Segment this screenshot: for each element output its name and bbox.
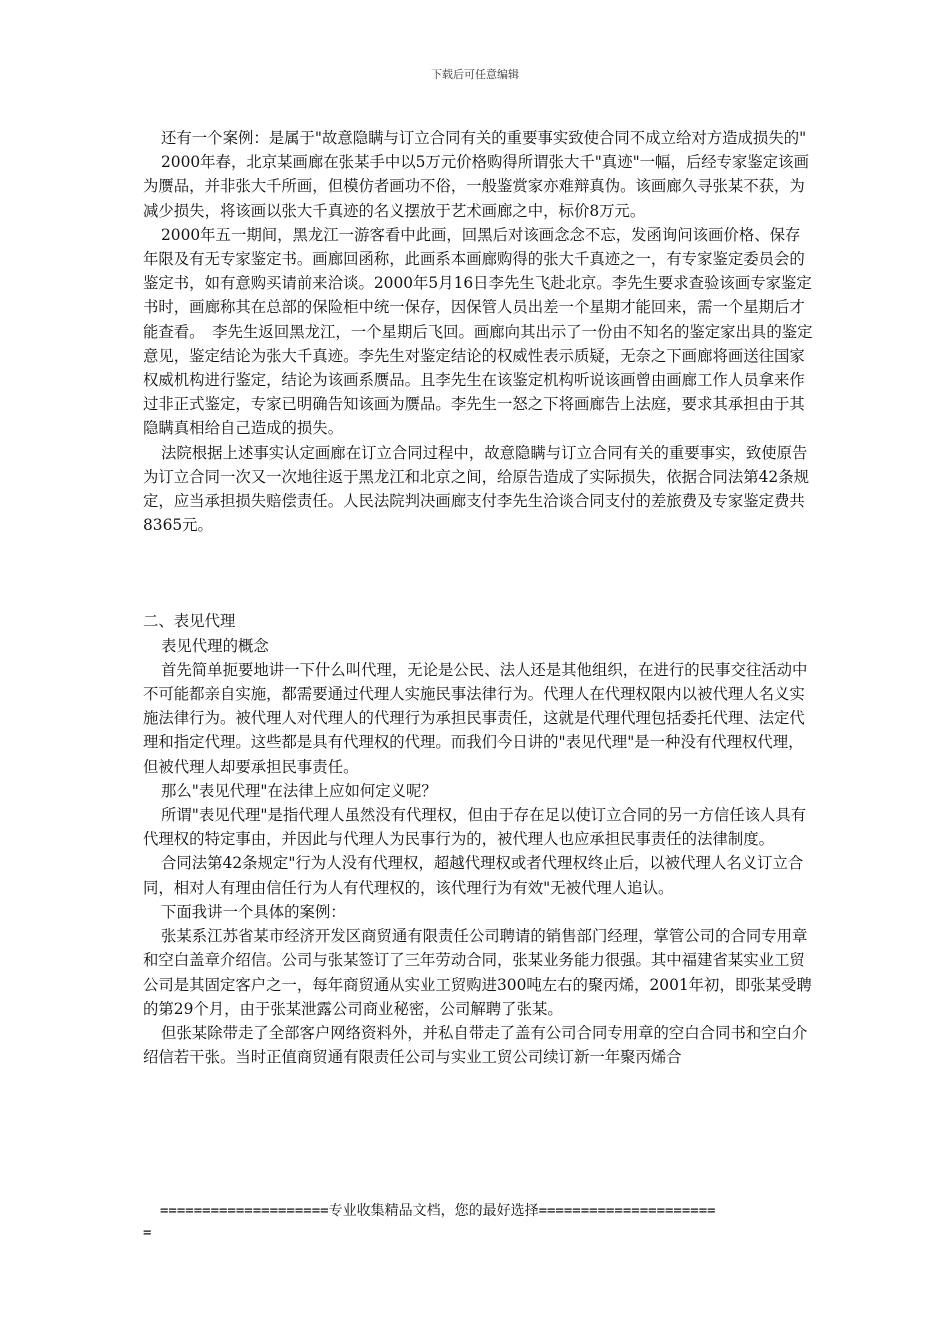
paragraph: 但张某除带走了全部客户网络资料外，并私自带走了盖有公司合同专用章的空白合同书和空白介绍信若干张。当时正值商贸通有限责任公司与实业工贸公司续订新一年聚丙烯合 [143, 1023, 808, 1067]
document-body [143, 126, 815, 1069]
paragraph: 合同法第42条规定"行为人没有代理权，超越代理权或者代理权终止后，以被代理人名义订立合同，相对人有理由信任行为人有代理权的，该代理行为有效"无被代理人追认。 [143, 854, 804, 897]
paragraph: 2000年春，北京某画廊在张某手中以5万元价格购得所谓张大千"真迹"一幅，后经专家鉴定该画为赝品，并非张大千所画，但模仿者画功不俗，一般鉴赏家亦难辩真伪。该画廊久寻张某不获，为减少损失，将该画以张大千真迹的名义摆放于艺术画廊之中，标价8万元。 [143, 153, 809, 220]
paragraph: 法院根据上述事实认定画廊在订立合同过程中，故意隐瞒与订立合同有关的重要事实，致使原告为订立合同一次又一次地往返于黑龙江和北京之间，给原告造成了实际损失，依据合同法第42条规定，应当承担损失赔偿责任。人民法院判决画廊支付李先生洽谈合同支付的差旅费及专家鉴定费共8365元。 [143, 443, 809, 535]
paragraph: 所谓"表见代理"是指代理人虽然没有代理权，但由于存在足以使订立合同的另一方信任该人具有代理权的特定事由，并因此与代理人为民事行为的，被代理人也应承担民事责任的法律制度。 [143, 806, 807, 849]
paragraph: 那么"表见代理"在法律上应如何定义呢？ [161, 781, 437, 800]
section-heading: 二、表见代理 [143, 612, 236, 631]
paragraph: 2000年五一期间，黑龙江一游客看中此画，回黑后对该画念念不忘，发函询问该画价格、保存年限及有无专家鉴定书。画廊回函称，此画系本画廊购得的张大千真迹之一，有专家鉴定委员会的鉴定书，如有意购买请前来洽谈。2000年5月16日李先生飞赴北京。李先生要求查验该画专家鉴定书时，画廊称其在总部的保险柜中统一保存，因保管人员出差一个星期才能回来，需一个星期后才能查看。 李先生返回黑龙江，一个星期后飞回。画廊向其出示了一份由不知名的鉴定家出具的鉴定意见，鉴定结论为张大千真迹。李先生对鉴定结论的权威性表示质疑，无奈之下画廊将画送往国家权威机构进行鉴定，结论为该画系赝品。且李先生在该鉴定机构听说该画曾由画廊工作人员拿来作过非正式鉴定，专家已明确告知该画为赝品。李先生一怒之下将画廊告上法庭，要求其承担由于其隐瞒真相给自己造成的损失。 [143, 225, 813, 438]
section-spacer [143, 537, 815, 609]
section-subheading: 表见代理的概念 [161, 636, 269, 655]
footer-banner-tail: = [143, 1225, 152, 1241]
footer-banner: ====================专业收集精品文档，您的最好选择===================== [160, 1203, 716, 1219]
paragraph: 张某系江苏省某市经济开发区商贸通有限责任公司聘请的销售部门经理，掌管公司的合同专用章和空白盖章介绍信。公司与张某签订了三年劳动合同，张某业务能力很强。其中福建省某实业工贸公司是其固定客户之一，每年商贸通从实业工贸购进300吨左右的聚丙烯，2001年初，即张某受聘的第29个月，由于张某泄露公司商业秘密，公司解聘了张某。 [143, 927, 812, 1018]
paragraph: 首先简单扼要地讲一下什么叫代理，无论是公民、法人还是其他组织，在进行的民事交往活动中不可能都亲自实施，都需要通过代理人实施民事法律行为。代理人在代理权限内以被代理人名义实施法律行为。被代理人对代理人的代理行为承担民事责任，这就是代理代理包括委托代理、法定代理和指定代理。这些都是具有代理权的代理。而我们今日讲的"表见代理"是一种没有代理权代理，但被代理人却要承担民事责任。 [143, 660, 808, 776]
page-footer [143, 1200, 815, 1244]
paragraph: 还有一个案例：是属于"故意隐瞒与订立合同有关的重要事实致使合同不成立给对方造成损失的" [161, 129, 807, 147]
paragraph: 下面我讲一个具体的案例： [161, 902, 346, 921]
page-header: 下载后可任意编辑 [431, 68, 519, 81]
